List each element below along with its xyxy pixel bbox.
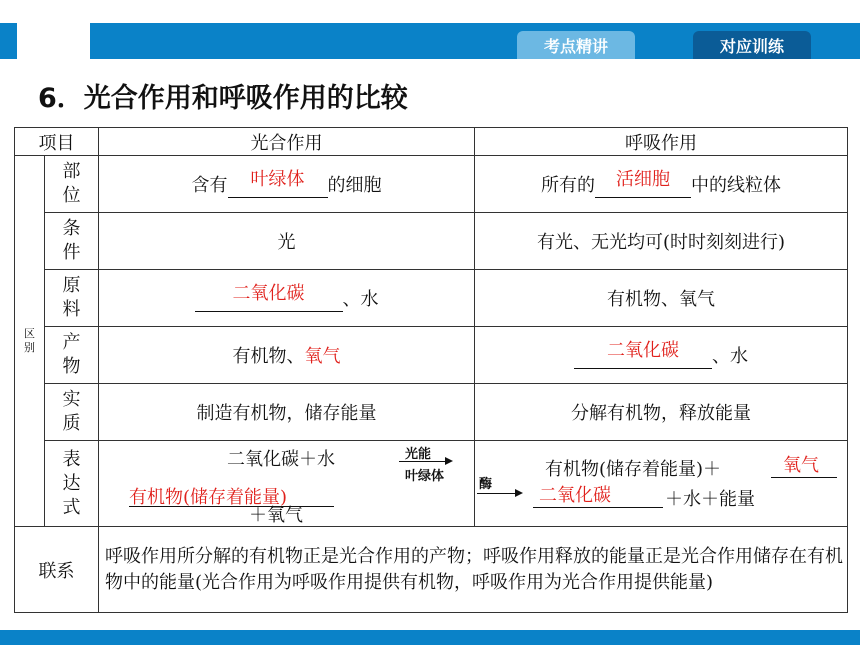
group-label-difference: 区别 bbox=[15, 156, 45, 527]
header-respiration: 呼吸作用 bbox=[475, 128, 848, 156]
cell-resp-essence: 分解有机物，释放能量 bbox=[475, 384, 848, 441]
answer-co2-expression: 二氧化碳 bbox=[539, 485, 611, 506]
header-bar-left bbox=[0, 23, 17, 59]
cell-relation: 呼吸作用所分解的有机物正是光合作用的产物；呼吸作用释放的能量正是光合作用储存在有机物中的能量(光合作用为呼吸作用提供有机物，呼吸作用为光合作用提供能量) bbox=[99, 527, 848, 613]
answer-chloroplast: 叶绿体 bbox=[250, 168, 305, 190]
row-label-expression: 表达式 bbox=[45, 441, 99, 527]
row-label-material: 原料 bbox=[45, 270, 99, 327]
row-label-relation: 联系 bbox=[15, 527, 99, 613]
answer-oxygen: 氧气 bbox=[304, 346, 341, 367]
arrow-head-icon bbox=[445, 457, 453, 465]
footer-bar bbox=[0, 630, 860, 645]
cell-resp-location: 所有的 活细胞 中的线粒体 bbox=[475, 156, 848, 213]
answer-oxygen-resp: 氧气 bbox=[783, 455, 819, 476]
reaction-arrow-resp bbox=[477, 493, 517, 494]
header-item: 项目 bbox=[15, 128, 99, 156]
cell-photo-material: 二氧化碳 、水 bbox=[99, 270, 475, 327]
cell-photo-location: 含有 叶绿体 的细胞 bbox=[99, 156, 475, 213]
answer-co2: 二氧化碳 bbox=[232, 282, 305, 304]
cell-resp-expression: 酶 有机物(储存着能量)＋ 氧气 二氧化碳 ＋水＋能量 bbox=[475, 441, 848, 527]
page-title: 6．光合作用和呼吸作用的比较 bbox=[38, 83, 408, 114]
answer-organic-matter: 有机物(储存着能量) bbox=[129, 487, 288, 508]
cell-photo-product: 有机物、氧气 bbox=[99, 327, 475, 384]
cell-photo-expression: 二氧化碳＋水 光能 叶绿体 有机物(储存着能量) ＋氧气 bbox=[99, 441, 475, 527]
tab-practice[interactable]: 对应训练 bbox=[693, 31, 811, 59]
tab-key-points[interactable]: 考点精讲 bbox=[517, 31, 635, 59]
cell-photo-essence: 制造有机物，储存能量 bbox=[99, 384, 475, 441]
row-label-location: 部位 bbox=[45, 156, 99, 213]
cell-resp-condition: 有光、无光均可(时时刻刻进行) bbox=[475, 213, 848, 270]
arrow-head-icon bbox=[515, 489, 523, 497]
cell-resp-material: 有机物、氧气 bbox=[475, 270, 848, 327]
comparison-table bbox=[14, 127, 848, 613]
cell-photo-condition: 光 bbox=[99, 213, 475, 270]
row-label-condition: 条件 bbox=[45, 213, 99, 270]
header-photosynthesis: 光合作用 bbox=[99, 128, 475, 156]
row-label-essence: 实质 bbox=[45, 384, 99, 441]
answer-living-cell: 活细胞 bbox=[616, 168, 670, 190]
row-label-product: 产物 bbox=[45, 327, 99, 384]
reaction-arrow-photo bbox=[399, 461, 447, 462]
answer-co2-resp: 二氧化碳 bbox=[607, 339, 679, 361]
cell-resp-product: 二氧化碳 、水 bbox=[475, 327, 848, 384]
